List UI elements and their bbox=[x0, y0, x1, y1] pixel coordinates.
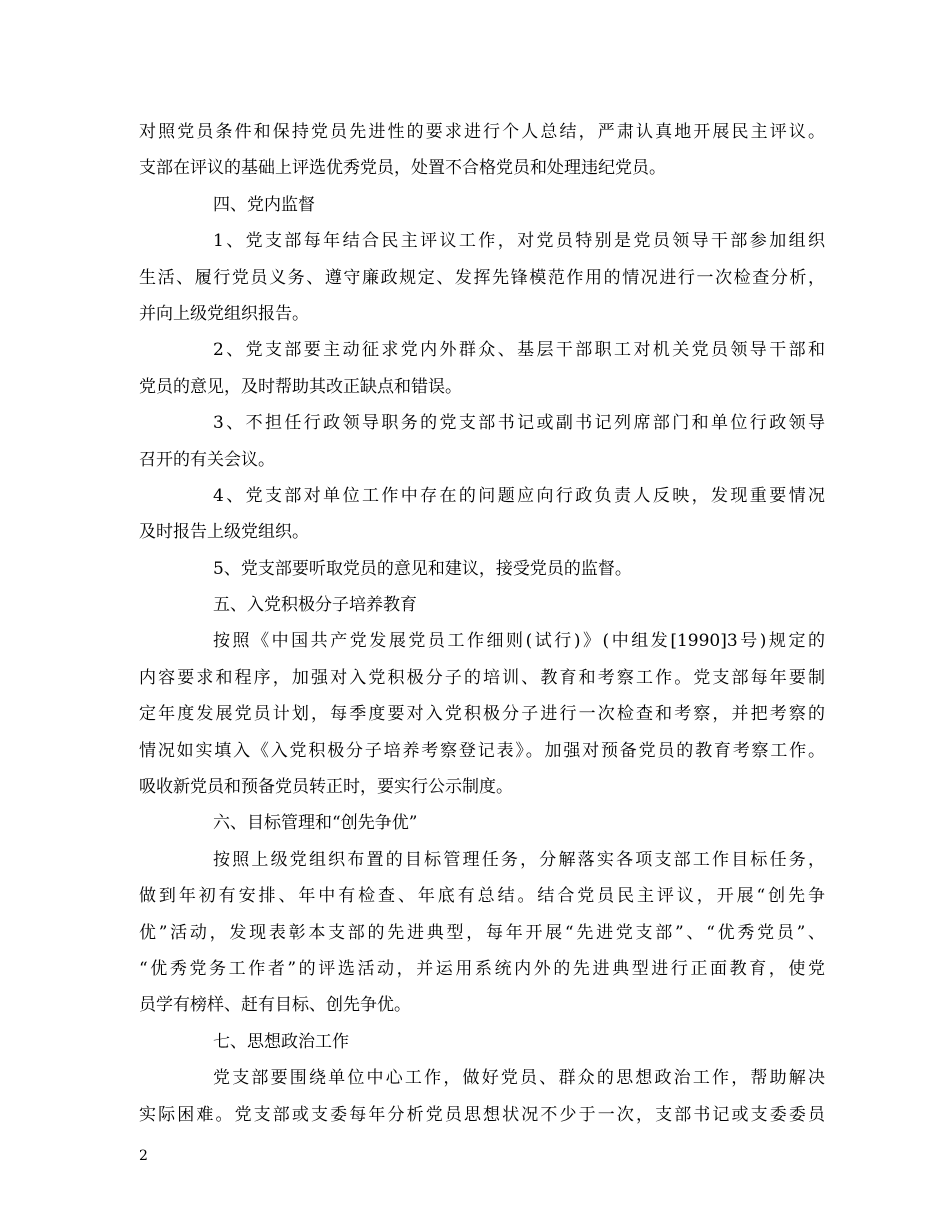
page-number: 2 bbox=[139, 1148, 148, 1164]
text-line: 支部在评议的基础上评选优秀党员，处置不合格党员和处理违纪党员。 bbox=[139, 158, 666, 179]
text-line: 召开的有关会议。 bbox=[139, 449, 275, 470]
text-line: 对照党员条件和保持党员先进性的要求进行个人总结，严肃认真地开展民主评议。 bbox=[139, 122, 825, 142]
text-line: 实际困难。党支部或支委每年分析党员思想状况不少于一次，支部书记或支委委员 bbox=[139, 1104, 825, 1125]
section-heading: 四、党内监督 bbox=[213, 194, 315, 215]
section-heading: 六、目标管理和“创先争优” bbox=[213, 813, 418, 834]
text-line: 1、党支部每年结合民主评议工作，对党员特别是党员领导干部参加组织 bbox=[213, 231, 825, 252]
text-line: 生活、履行党员义务、遵守廉政规定、发挥先锋模范作用的情况进行一次检查分析， bbox=[139, 267, 825, 288]
text-line: “优秀党务工作者”的评选活动，并运用系统内外的先进典型进行正面教育，使党 bbox=[139, 958, 825, 979]
text-line: 情况如实填入《入党积极分子培养考察登记表》。加强对预备党员的教育考察工作。 bbox=[139, 740, 825, 761]
text-line: 党支部要围绕单位中心工作，做好党员、群众的思想政治工作，帮助解决 bbox=[213, 1068, 825, 1089]
text-line: 5、党支部要听取党员的意见和建议，接受党员的监督。 bbox=[213, 558, 632, 579]
text-line: 党员的意见，及时帮助其改正缺点和错误。 bbox=[139, 376, 462, 397]
section-heading: 五、入党积极分子培养教育 bbox=[213, 595, 417, 616]
text-line: 做到年初有安排、年中有检查、年底有总结。结合党员民主评议，开展“创先争 bbox=[139, 886, 825, 907]
text-line: 员学有榜样、赶有目标、创先争优。 bbox=[139, 995, 411, 1016]
section-heading: 七、思想政治工作 bbox=[213, 1031, 349, 1052]
text-line: 3、不担任行政领导职务的党支部书记或副书记列席部门和单位行政领导 bbox=[213, 413, 825, 434]
text-line: 4、党支部对单位工作中存在的问题应向行政负责人反映，发现重要情况 bbox=[213, 485, 825, 506]
text-line: 并向上级党组织报告。 bbox=[139, 303, 309, 324]
text-line: 及时报告上级党组织。 bbox=[139, 522, 309, 543]
text-line: 内容要求和程序，加强对入党积极分子的培训、教育和考察工作。党支部每年要制 bbox=[139, 667, 825, 688]
text-line: 吸收新党员和预备党员转正时，要实行公示制度。 bbox=[139, 777, 513, 798]
text-line: 优”活动，发现表彰本支部的先进典型，每年开展“先进党支部”、“优秀党员”、 bbox=[139, 922, 826, 943]
text-line: 按照《中国共产党发展党员工作细则(试行)》(中组发[1990]3号)规定的 bbox=[213, 631, 825, 652]
text-line: 定年度发展党员计划，每季度要对入党积极分子进行一次检查和考察，并把考察的 bbox=[139, 704, 825, 725]
body-text bbox=[139, 114, 825, 1133]
text-line: 2、党支部要主动征求党内外群众、基层干部职工对机关党员领导干部和 bbox=[213, 340, 825, 361]
text-line: 按照上级党组织布置的目标管理任务，分解落实各项支部工作目标任务， bbox=[213, 849, 825, 870]
